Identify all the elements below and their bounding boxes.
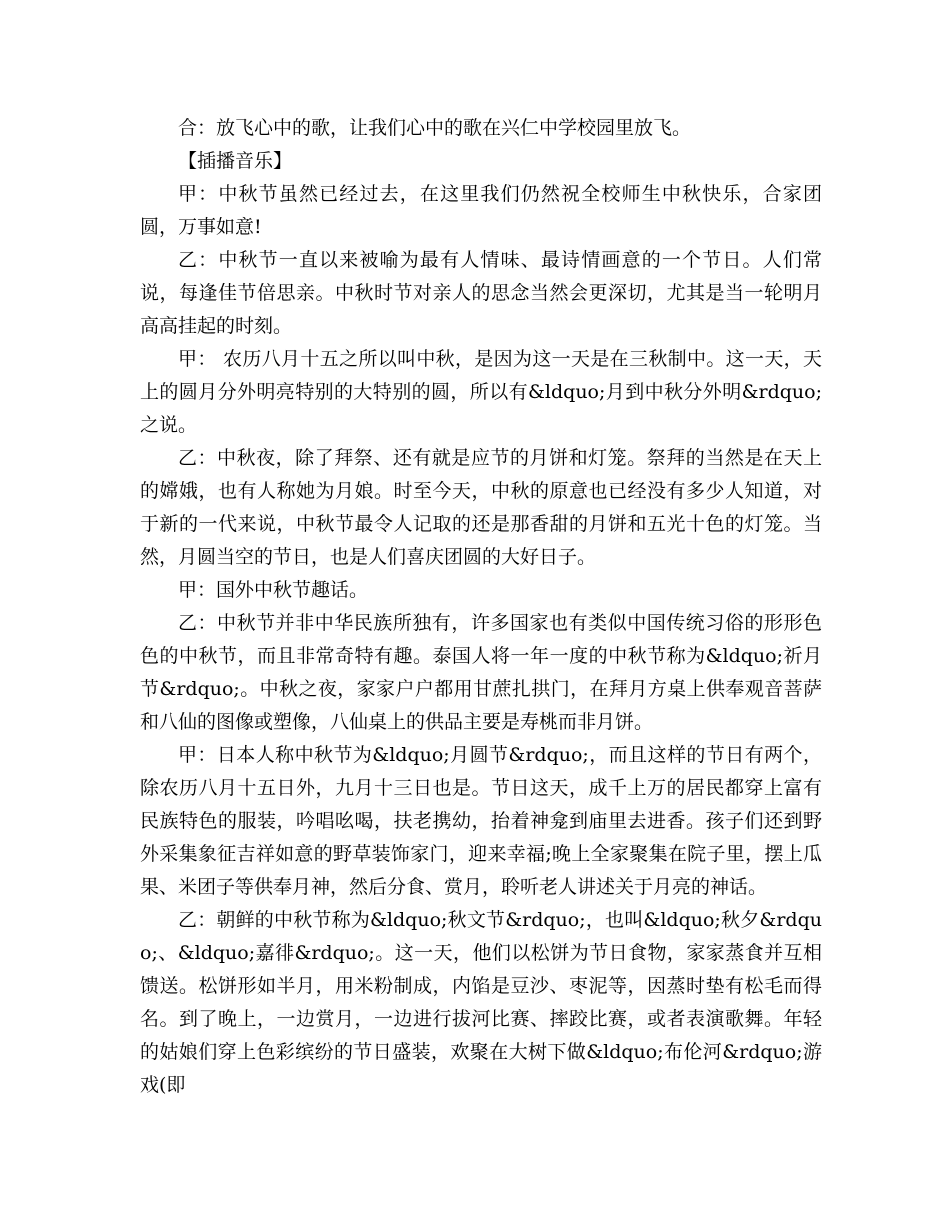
paragraph-yi-festival: 乙：中秋节一直以来被喻为最有人情味、最诗情画意的一个节日。人们常说，每逢佳节倍思亲。中秋时节对亲人的思念当然会更深切，尤其是当一轮明月高高挂起的时刻。	[140, 249, 822, 337]
paragraph-yi-korea: 乙：朝鲜的中秋节称为&ldquo;秋文节&rdquo;，也叫&ldquo;秋夕&rdquo;、&ldquo;嘉徘&rdquo;。这一天，他们以松饼为节日食物，家家蒸食并互相馈送。松饼形如半月，用米粉制成，内馅是豆沙、枣泥等，因蒸时垫有松毛而得名。到了晚上，一边赏月，一边进行拔河比赛、摔跤比赛，或者表演歌舞。年轻的姑娘们穿上色彩缤纷的节日盛装，欢聚在大树下做&ldquo;布伦河&rdquo;游戏(即	[140, 909, 822, 1096]
paragraph-yi-mooncakes: 乙：中秋夜，除了拜祭、还有就是应节的月饼和灯笼。祭拜的当然是在天上的嫦娥，也有人称她为月娘。时至今天，中秋的原意也已经没有多少人知道，对于新的一代来说，中秋节最令人记取的还是那香甜的月饼和五光十色的灯笼。当然，月圆当空的节日，也是人们喜庆团圆的大好日子。	[140, 447, 822, 568]
paragraph-music-cue: 【插播音乐】	[178, 150, 293, 172]
document-body	[140, 112, 822, 1102]
paragraph-chorus: 合：放飞心中的歌，让我们心中的歌在兴仁中学校园里放飞。	[178, 117, 692, 139]
paragraph-jia-lunar-date: 甲： 农历八月十五之所以叫中秋，是因为这一天是在三秋制中。这一天，天上的圆月分外明亮特别的大特别的圆，所以有&ldquo;月到中秋分外明&rdquo;之说。	[140, 348, 822, 436]
paragraph-yi-thailand: 乙：中秋节并非中华民族所独有，许多国家也有类似中国传统习俗的形形色色的中秋节，而且非常奇特有趣。泰国人将一年一度的中秋节称为&ldquo;祈月节&rdquo;。中秋之夜，家家户户都用甘蔗扎拱门，在拜月方桌上供奉观音菩萨和八仙的图像或塑像，八仙桌上的供品主要是寿桃而非月饼。	[140, 612, 822, 733]
paragraph-jia-japan: 甲：日本人称中秋节为&ldquo;月圆节&rdquo;，而且这样的节日有两个，除农历八月十五日外，九月十三日也是。节日这天，成千上万的居民都穿上富有民族特色的服装，吟唱吆喝，扶老携幼，抬着神龛到庙里去进香。孩子们还到野外采集象征吉祥如意的野草装饰家门，迎来幸福;晚上全家聚集在院子里，摆上瓜果、米团子等供奉月神，然后分食、赏月，聆听老人讲述关于月亮的神话。	[140, 744, 822, 898]
paragraph-jia-greeting: 甲：中秋节虽然已经过去，在这里我们仍然祝全校师生中秋快乐，合家团圆，万事如意!	[140, 183, 822, 238]
paragraph-jia-abroad: 甲：国外中秋节趣话。	[178, 579, 369, 601]
